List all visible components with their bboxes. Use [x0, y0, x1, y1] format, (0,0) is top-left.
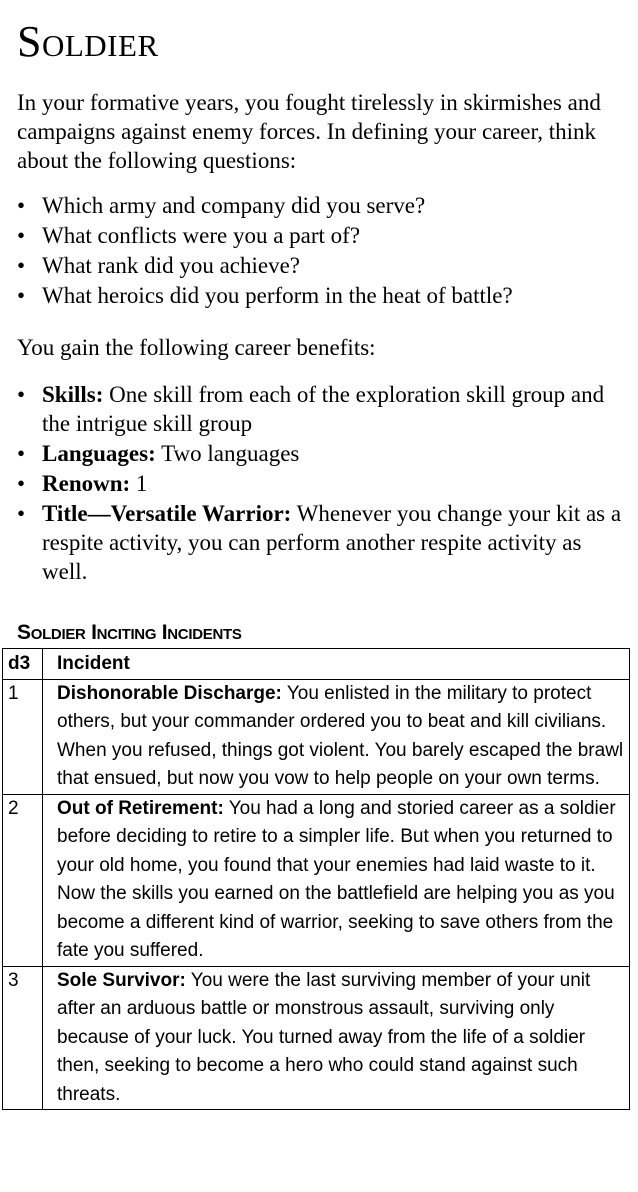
list-item [17, 380, 632, 438]
benefit-text: One skill from each of the exploration skill group and the intrigue skill group [42, 382, 605, 436]
list-item [17, 281, 632, 311]
intro-paragraph: In your formative years, you fought tirelessly in skirmishes and campaigns against enemy forces. In defining your career, think about the following questions: [17, 90, 601, 173]
roll-cell: 2 [3, 794, 43, 966]
bullet-icon: • [17, 253, 26, 278]
list-item [17, 251, 632, 281]
benefit-label: Renown: [42, 471, 131, 496]
table-row [3, 794, 630, 966]
list-item [17, 439, 632, 468]
incident-name: Dishonorable Discharge: [57, 682, 282, 704]
benefit-text: Two languages [155, 441, 300, 466]
incident-text: You had a long and storied career as a soldier before deciding to retire to a simpler life. But when you returned to your old home, you found that your enemies had laid waste to it. Now the skills you earned on the battlefield are helping you as you become a different kind of warrior, seeking to save others from the fate you suffered. [57, 797, 616, 961]
incidents-table [2, 648, 630, 1110]
incident-text: You enlisted in the military to protect others, but your commander ordered you to beat and kill civilians. When you refused, things got violent. You barely escaped the brawl that ensued, but now you vow to help people on your own terms. [57, 682, 624, 789]
table-header-row [3, 649, 630, 680]
question-text: What conflicts were you a part of? [42, 223, 361, 248]
bullet-icon: • [17, 223, 26, 248]
incident-name: Sole Survivor: [57, 969, 186, 991]
list-item [17, 469, 632, 498]
benefits-list [17, 380, 632, 586]
benefits-intro: You gain the following career benefits: [17, 335, 376, 360]
benefit-label: Skills: [42, 382, 104, 407]
table-row [3, 679, 630, 794]
question-list [17, 191, 632, 311]
incident-name: Out of Retirement: [57, 797, 224, 819]
roll-cell: 3 [3, 966, 43, 1110]
incident-cell [43, 794, 630, 966]
bullet-icon: • [17, 382, 26, 407]
list-item [17, 191, 632, 221]
incident-text: You were the last surviving member of your unit after an arduous battle or monstrous assault, surviving only because of your luck. You turned away from the life of a soldier then, seeking to become a hero who could stand against such threats. [57, 969, 591, 1105]
benefit-label: Title—Versatile Warrior: [42, 501, 292, 526]
benefit-text: 1 [130, 471, 148, 496]
page-content [8, 0, 632, 1110]
list-item [17, 221, 632, 251]
question-text: Which army and company did you serve? [42, 193, 426, 218]
roll-column-header: d3 [3, 649, 43, 680]
incident-column-header: Incident [43, 649, 630, 680]
bullet-icon: • [17, 193, 26, 218]
bullet-icon: • [17, 501, 26, 526]
question-text: What rank did you achieve? [42, 253, 300, 278]
table-row [3, 966, 630, 1110]
question-text: What heroics did you perform in the heat of battle? [42, 283, 513, 308]
page-title: Soldier [17, 17, 159, 66]
bullet-icon: • [17, 283, 26, 308]
benefit-text: Whenever you change your kit as a respite activity, you can perform another respite activity as well. [42, 501, 622, 584]
bullet-icon: • [17, 471, 26, 496]
incident-cell [43, 966, 630, 1110]
roll-cell: 1 [3, 679, 43, 794]
benefit-label: Languages: [42, 441, 156, 466]
bullet-icon: • [17, 441, 26, 466]
table-title: Soldier Inciting Incidents [17, 621, 242, 644]
incident-cell [43, 679, 630, 794]
list-item [17, 499, 632, 586]
